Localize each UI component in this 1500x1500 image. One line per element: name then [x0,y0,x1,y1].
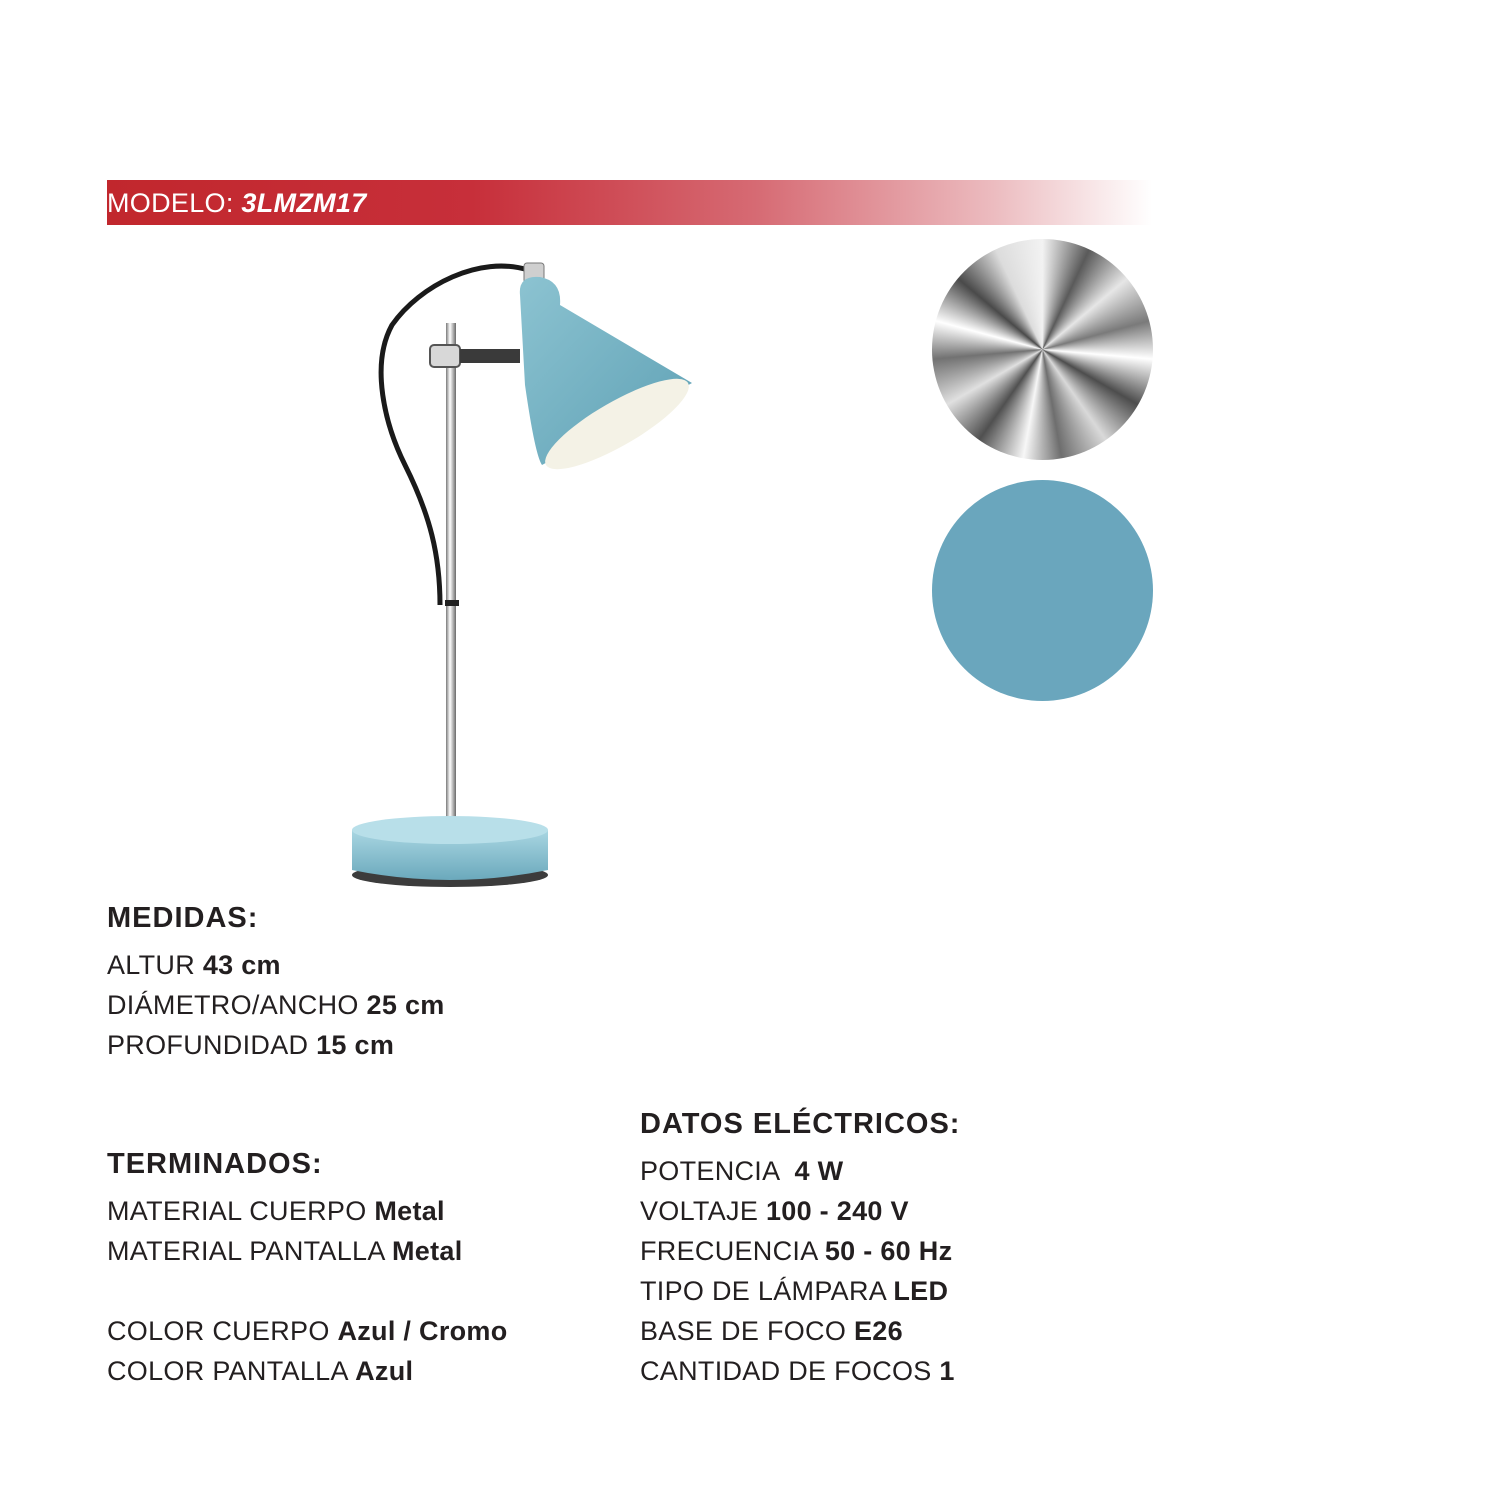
spec-label: MATERIAL CUERPO [107,1196,375,1226]
color-pantalla [107,1351,508,1391]
base-de-foco [640,1311,960,1351]
blue-color-swatch [932,480,1153,701]
spec-value: Metal [391,1236,463,1266]
spec-label: TIPO DE LÁMPARA [640,1276,894,1306]
tipo-de-lampara [640,1271,960,1311]
datos-electricos-section [640,1108,960,1391]
terminados-section [107,1148,508,1391]
spec-value: LED [893,1276,949,1306]
spec-label: PROFUNDIDAD [107,1030,317,1060]
potencia [640,1151,960,1191]
model-label: MODELO: [107,188,242,218]
voltaje [640,1191,960,1231]
spec-value: Metal [374,1196,445,1226]
spacer [107,1271,508,1311]
medidas-section [107,902,445,1065]
spec-value: Azul / Cromo [337,1316,508,1346]
spec-value: E26 [853,1316,903,1346]
electricos-heading: DATOS ELÉCTRICOS: [640,1108,961,1140]
terminados-heading: TERMINADOS: [107,1148,323,1180]
lamp-product-image [330,255,710,895]
medidas-heading: MEDIDAS: [107,902,259,934]
spec-label: VOLTAJE [640,1196,766,1226]
medidas-profundidad [107,1025,445,1065]
spec-label: BASE DE FOCO [640,1316,854,1346]
spec-label: MATERIAL PANTALLA [107,1236,392,1266]
spec-value: Azul [355,1356,414,1386]
spec-value: 4 W [794,1156,844,1186]
medidas-diametro [107,985,445,1025]
cantidad-de-focos [640,1351,960,1391]
spec-label: POTENCIA [640,1156,795,1186]
spec-label: DIÁMETRO/ANCHO [107,990,367,1020]
spec-label: COLOR PANTALLA [107,1356,356,1386]
spec-value: 50 - 60 Hz [824,1236,953,1266]
frecuencia [640,1231,960,1271]
spec-label: FRECUENCIA [640,1236,825,1266]
spec-label: COLOR CUERPO [107,1316,338,1346]
spec-value: 15 cm [316,1030,395,1060]
spec-label: ALTUR [107,950,203,980]
color-cuerpo [107,1311,508,1351]
material-cuerpo [107,1191,508,1231]
model-title [107,184,367,222]
spec-label: CANTIDAD DE FOCOS [640,1356,940,1386]
material-pantalla [107,1231,508,1271]
spec-value: 100 - 240 V [765,1196,909,1226]
model-code: 3LMZM17 [241,188,367,218]
medidas-altura [107,945,445,985]
spec-value: 43 cm [202,950,281,980]
spec-value: 25 cm [366,990,445,1020]
chrome-color-swatch [932,239,1153,460]
spec-value: 1 [939,1356,955,1386]
